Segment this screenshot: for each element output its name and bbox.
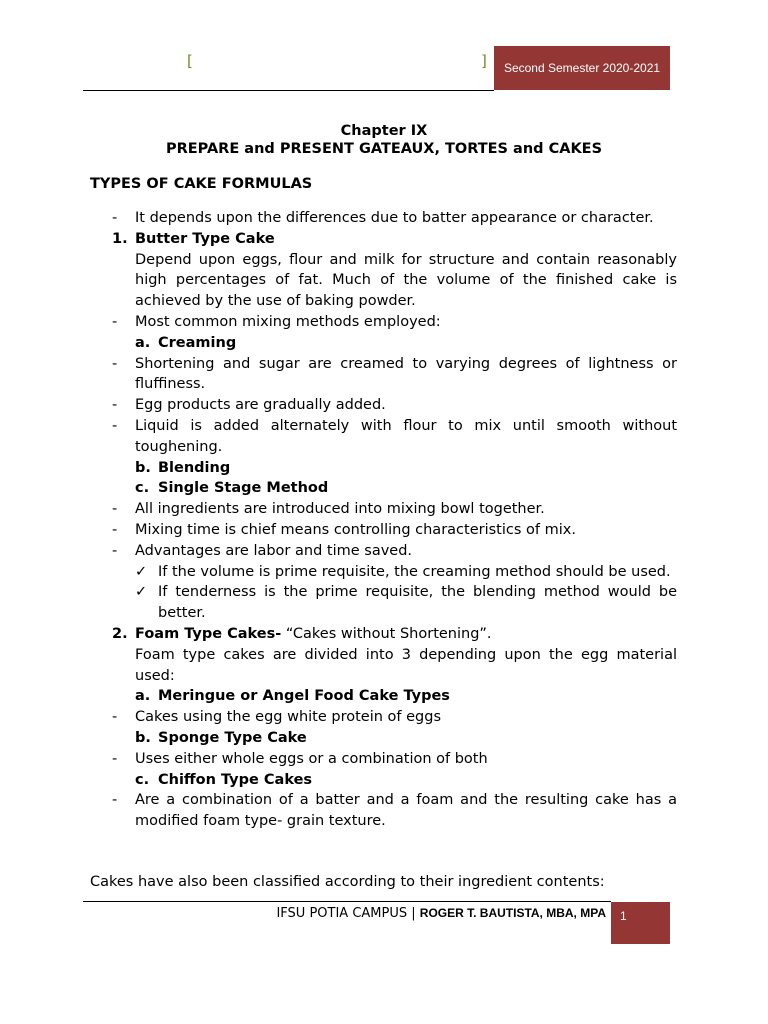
- semester-badge: [494, 46, 670, 90]
- header-divider: [83, 90, 494, 91]
- list-item: - Advantages are labor and time saved.: [112, 542, 413, 559]
- butter-title: Butter Type Cake: [135, 230, 275, 247]
- list-item: - Liquid is added alternately with flour to mix until smooth without toughening.: [112, 417, 677, 455]
- list-item: - All ingredients are introduced into mixing bowl together.: [112, 501, 545, 518]
- checkmark-icon: ✓: [135, 584, 148, 601]
- list-item: - Cakes using the egg white protein of eggs: [112, 709, 442, 726]
- chapter-subtitle: PREPARE and PRESENT GATEAUX, TORTES and CAKES: [165, 141, 603, 157]
- sub-heading-creaming: a. Creaming: [135, 334, 237, 351]
- footer-divider: [83, 901, 611, 902]
- list-item: - Mixing time is chief means controlling characteristics of mix.: [112, 521, 576, 538]
- foam-description: Foam type cakes are divided into 3 depending upon the egg material used:: [135, 646, 677, 684]
- semester-label: Second Semester 2020-2021: [503, 61, 661, 75]
- sub-heading-chiffon: c. Chiffon Type Cakes: [135, 771, 313, 788]
- sub-heading-meringue: a. Meringue or Angel Food Cake Types: [135, 688, 450, 705]
- section-heading: TYPES OF CAKE FORMULAS: [90, 176, 313, 192]
- closing-text: Cakes have also been classified according to their ingredient contents:: [90, 874, 605, 890]
- list-item: - Uses either whole eggs or a combination of both: [112, 750, 488, 767]
- sub-heading-single-stage: c. Single Stage Method: [135, 480, 329, 497]
- page-number: 1: [620, 909, 627, 923]
- sub-heading-blending: b. Blending: [135, 459, 231, 476]
- intro-text: It depends upon the differences due to batter appearance or character.: [135, 210, 654, 226]
- header-bracket-open: [: [187, 52, 193, 70]
- page-number-badge: [611, 902, 670, 944]
- chapter-title: Chapter IX: [340, 123, 428, 139]
- numbered-item-butter: 1. Butter Type Cake: [112, 230, 275, 247]
- check-item: ✓ If tenderness is the prime requisite, the blending method would be better.: [135, 584, 677, 622]
- header-bracket-close: ]: [481, 52, 487, 70]
- list-item: - Shortening and sugar are creamed to varying degrees of lightness or fluffiness.: [112, 355, 677, 393]
- footer-campus: IFSU POTIA CAMPUS |: [276, 906, 416, 921]
- foam-title: Foam Type Cakes-: [135, 625, 282, 642]
- footer-credit: [276, 906, 606, 921]
- list-item: - Egg products are gradually added.: [112, 397, 386, 414]
- check-item: ✓ If the volume is prime requisite, the creaming method should be used.: [112, 562, 677, 583]
- footer-author: ROGER T. BAUTISTA, MBA, MPA: [419, 906, 606, 920]
- sub-heading-sponge: b. Sponge Type Cake: [135, 729, 307, 746]
- list-item: - Most common mixing methods employed:: [112, 313, 441, 330]
- list-item: - It depends upon the differences due to batter appearance or character.: [112, 210, 654, 226]
- document-body: [112, 208, 677, 832]
- numbered-item-foam: 2. Foam Type Cakes- “Cakes without Shortening”.: [112, 625, 492, 642]
- checkmark-icon: ✓: [135, 563, 148, 580]
- list-item: - Are a combination of a batter and a foam and the resulting cake has a modified foam type- grain texture.: [112, 792, 677, 830]
- butter-description: Depend upon eggs, flour and milk for structure and contain reasonably high percentages of fat. Much of the volume of the finished cake is achieved by the use of baking powder.: [135, 251, 677, 310]
